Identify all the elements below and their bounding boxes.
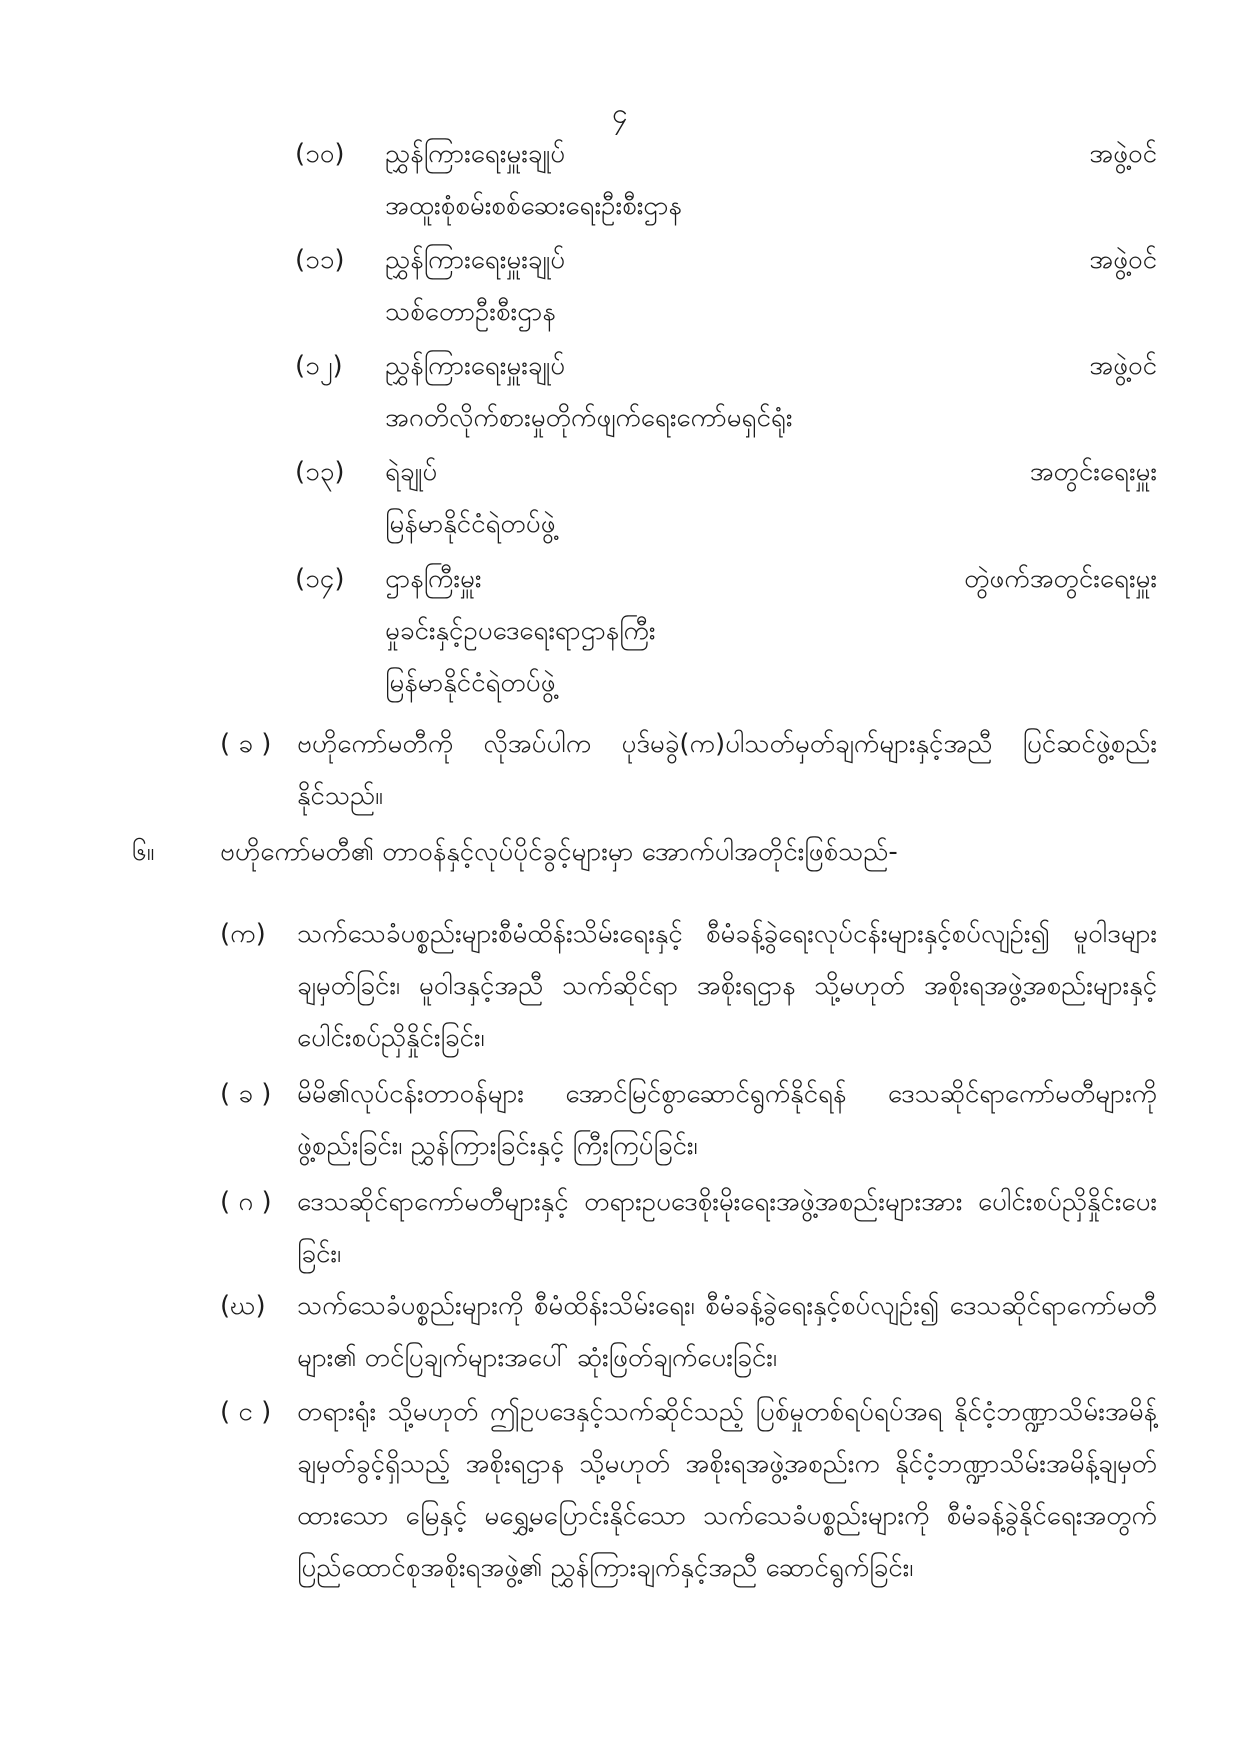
member-department: အထူးစုံစမ်းစစ်ဆေးရေးဦးစီးဌာန <box>385 191 682 221</box>
member-number: (၁၂) <box>295 351 343 381</box>
section-6-heading <box>132 826 1157 878</box>
duty-number: ( ဂ ) <box>220 1187 272 1217</box>
duty-number: (က) <box>220 919 266 949</box>
member-title: ညွှန်ကြားရေးမှူးချုပ် <box>385 245 566 275</box>
member-number: (၁၁) <box>295 245 345 275</box>
duty-number: (ဃ) <box>220 1291 266 1321</box>
member-department: သစ်တောဦးစီးဌာန <box>385 297 556 327</box>
subsection-kha <box>220 718 1157 822</box>
duty-text: တရားရုံး သို့မဟုတ် ဤဥပဒေနှင့်သက်ဆိုင်သည့် ပြစ်မှုတစ်ရပ်ရပ်အရ နိုင်ငံ့ဘဏ္ဍာသိမ်းအမိန့်ချမှတ်ခွင့်ရှိသည့် အစိုးရဌာန သို့မဟုတ် အစိုးရအဖွဲ့အစည်းက နိုင်ငံ့ဘဏ္ဍာသိမ်းအမိန့်ချမှတ်ထားသော မြေနှင့် မရွှေ့မပြောင်းနိုင်သော သက်သေခံပစ္စည်းများကို စီမံခန့်ခွဲနိုင်ရေးအတွက် ပြည်ထောင်စုအစိုးရအဖွဲ့၏ ညွှန်ကြားချက်နှင့်အညီ ဆောင်ရွက်ခြင်း၊ <box>297 1397 1157 1583</box>
committee-member-11 <box>295 234 1157 338</box>
member-number: (၁၀) <box>295 139 345 169</box>
member-department: မြန်မာနိုင်ငံရဲတပ်ဖွဲ့ <box>385 509 556 539</box>
section-number: ၆။ <box>132 837 155 867</box>
duty-text: သက်သေခံပစ္စည်းများကို စီမံထိန်းသိမ်းရေး၊ စီမံခန့်ခွဲရေးနှင့်စပ်လျဉ်း၍ ဒေသဆိုင်ရာကော်မတီများ၏ တင်ပြချက်များအပေါ် ဆုံးဖြတ်ချက်ပေးခြင်း၊ <box>297 1291 1157 1373</box>
committee-member-14 <box>295 553 1157 709</box>
member-title: ညွှန်ကြားရေးမှူးချုပ် <box>385 139 566 169</box>
member-role: အဖွဲ့ဝင် <box>1089 139 1157 169</box>
subsection-text: ဗဟိုကော်မတီကို လိုအပ်ပါက ပုဒ်မခွဲ(က)ပါသတ်မှတ်ချက်များနှင့်အညီ ပြင်ဆင်ဖွဲ့စည်းနိုင်သည်။ <box>297 729 1157 811</box>
duty-kha <box>220 1068 1157 1172</box>
duty-ga <box>220 1176 1157 1280</box>
member-role: အဖွဲ့ဝင် <box>1089 351 1157 381</box>
member-number: (၁၄) <box>295 564 345 594</box>
member-number: (၁၃) <box>295 457 345 487</box>
member-department: မှုခင်းနှင့်ဥပဒေရေးရာဌာနကြီး <box>385 616 656 646</box>
member-role: အတွင်းရေးမှူး <box>1029 457 1157 487</box>
duty-text: မိမိ၏လုပ်ငန်းတာဝန်များ အောင်မြင်စွာဆောင်ရွက်နိုင်ရန် ဒေသဆိုင်ရာကော်မတီများကို ဖွဲ့စည်းခြင်း၊ ညွှန်ကြားခြင်းနှင့် ကြီးကြပ်ခြင်း၊ <box>297 1079 1157 1161</box>
member-role: အဖွဲ့ဝင် <box>1089 245 1157 275</box>
committee-member-10 <box>295 128 1157 232</box>
page-number: ၄ <box>612 97 628 130</box>
duty-gha <box>220 1280 1157 1384</box>
duty-nga <box>220 1386 1157 1594</box>
committee-member-13 <box>295 446 1157 550</box>
committee-member-12 <box>295 340 1157 444</box>
duty-text: သက်သေခံပစ္စည်းများစီမံထိန်းသိမ်းရေးနှင့် စီမံခန့်ခွဲရေးလုပ်ငန်းများနှင့်စပ်လျဉ်း၍ မူဝါဒများချမှတ်ခြင်း၊ မူဝါဒနှင့်အညီ သက်ဆိုင်ရာ အစိုးရဌာန သို့မဟုတ် အစိုးရအဖွဲ့အစည်းများနှင့် ပေါင်းစပ်ညှိနှိုင်းခြင်း၊ <box>297 919 1157 1053</box>
member-department: အဂတိလိုက်စားမှုတိုက်ဖျက်ရေးကော်မရှင်ရုံး <box>385 403 793 433</box>
member-title: ရဲချုပ် <box>385 457 438 487</box>
member-department: မြန်မာနိုင်ငံရဲတပ်ဖွဲ့ <box>385 668 556 698</box>
member-role: တွဲဖက်အတွင်းရေးမှူး <box>964 564 1157 594</box>
subsection-number: ( ခ ) <box>220 729 272 759</box>
section-text: ဗဟိုကော်မတီ၏ တာဝန်နှင့်လုပ်ပိုင်ခွင့်များမှာ အောက်ပါအတိုင်းဖြစ်သည်- <box>220 837 898 867</box>
duty-text: ဒေသဆိုင်ရာကော်မတီများနှင့် တရားဥပဒေစိုးမိုးရေးအဖွဲ့အစည်းများအား ပေါင်းစပ်ညှိနှိုင်းပေးခြင်း၊ <box>297 1187 1157 1269</box>
duty-ka <box>220 908 1157 1064</box>
member-title: ညွှန်ကြားရေးမှူးချုပ် <box>385 351 566 381</box>
duty-number: ( င ) <box>220 1397 272 1427</box>
member-title: ဌာနကြီးမှူး <box>385 564 482 594</box>
duty-number: ( ခ ) <box>220 1079 272 1109</box>
